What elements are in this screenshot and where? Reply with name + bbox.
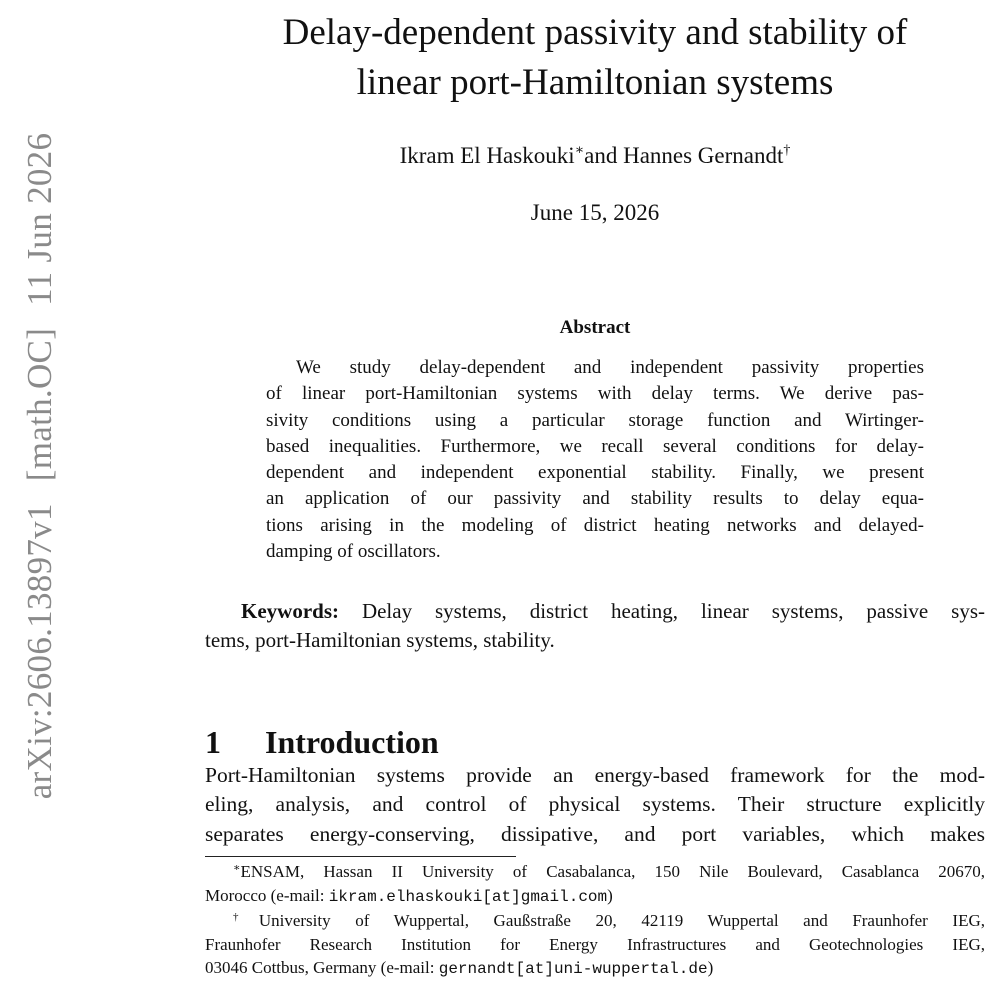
footnote-1-affiliation: ENSAM, Hassan II University of Casabalanca, 150 Nile Boulevard, Casablanca 20670,: [240, 862, 985, 881]
abstract-line: an application of our passivity and stability results to delay equa-: [266, 488, 924, 510]
footnote-1-line-1: [205, 860, 985, 884]
intro-paragraph: [205, 761, 985, 849]
author-name-2: and Hannes Gernandt: [584, 143, 784, 168]
abstract-line: of linear port-Hamiltonian systems with delay terms. We derive pas-: [266, 383, 924, 405]
footnote-2-line-2: Fraunhofer Research Institution for Energy Infrastructures and Geotechnologies IEG,: [205, 934, 985, 954]
abstract-line: damping of oscillators.: [266, 541, 441, 563]
keywords-block: [205, 597, 985, 655]
footnote-divider: [205, 856, 516, 857]
footnote-2-email[interactable]: gernandt[at]uni-wuppertal.de: [438, 960, 708, 978]
footnote-1-email-suffix: ): [607, 885, 613, 905]
section-title: Introduction: [265, 723, 439, 760]
paper-date: June 15, 2026: [530, 200, 660, 225]
arxiv-date: 11 Jun 2026: [20, 132, 59, 306]
footnote-1-email-prefix: Morocco (e-mail:: [205, 885, 329, 905]
abstract-heading: Abstract: [559, 317, 631, 338]
author-footnote-mark-1[interactable]: ∗: [574, 143, 585, 158]
keywords-text-1: Delay systems, district heating, linear systems, passive sys-: [361, 599, 985, 623]
footnote-1-email[interactable]: ikram.elhaskouki[at]gmail.com: [328, 887, 608, 906]
footnotes: [205, 860, 985, 982]
arxiv-side-stamp: [20, 86, 60, 846]
abstract-line: We study delay-dependent and independent passivity properties: [296, 357, 924, 378]
paper-title-line-1: Delay-dependent passivity and stability of: [282, 12, 908, 53]
paper-title: [205, 8, 985, 108]
abstract-line: sivity conditions using a particular storage function and Wirtinger-: [266, 409, 924, 431]
footnote-1-mark: ∗: [233, 862, 241, 874]
author-footnote-mark-2[interactable]: †: [783, 143, 791, 158]
section-number: 1: [205, 723, 221, 760]
arxiv-id: arXiv:2606.13897v1: [20, 503, 59, 800]
footnote-2-email-suffix: ): [707, 958, 714, 977]
author-list: [205, 140, 985, 172]
footnote-2-mark: †: [233, 911, 259, 923]
intro-line: separates energy-conserving, dissipative, and port variables, which makes: [205, 821, 985, 846]
footnote-2-line-3: [205, 956, 985, 982]
keywords-line-2: tems, port-Hamiltonian systems, stability.: [205, 628, 555, 652]
intro-line: eling, analysis, and control of physical systems. Their structure explicitly: [205, 792, 985, 817]
abstract-line: based inequalities. Furthermore, we recall several conditions for delay-: [266, 435, 924, 457]
footnote-1-line-2: [205, 884, 985, 910]
section-heading-introduction: [205, 720, 439, 764]
arxiv-category: [math.OC]: [20, 327, 59, 482]
paper-title-line-2: linear port-Hamiltonian systems: [356, 62, 834, 103]
footnote-2-email-prefix: 03046 Cottbus, Germany (e-mail:: [205, 958, 439, 977]
footnote-2-line-1: [205, 909, 985, 933]
abstract-line: dependent and independent exponential stability. Finally, we present: [266, 462, 924, 484]
abstract-body: [266, 355, 924, 565]
abstract-line: tions arising in the modeling of district heating networks and delayed-: [266, 514, 924, 536]
keywords-line-1: [205, 597, 985, 626]
footnote-2-affiliation: University of Wuppertal, Gaußstraße 20, 42119 Wuppertal and Fraunhofer IEG,: [258, 911, 986, 930]
author-name-1: Ikram El Haskouki: [399, 143, 575, 168]
intro-line: Port-Hamiltonian systems provide an energy-based framework for the mod-: [205, 763, 985, 787]
keywords-label: Keywords:: [241, 599, 339, 623]
